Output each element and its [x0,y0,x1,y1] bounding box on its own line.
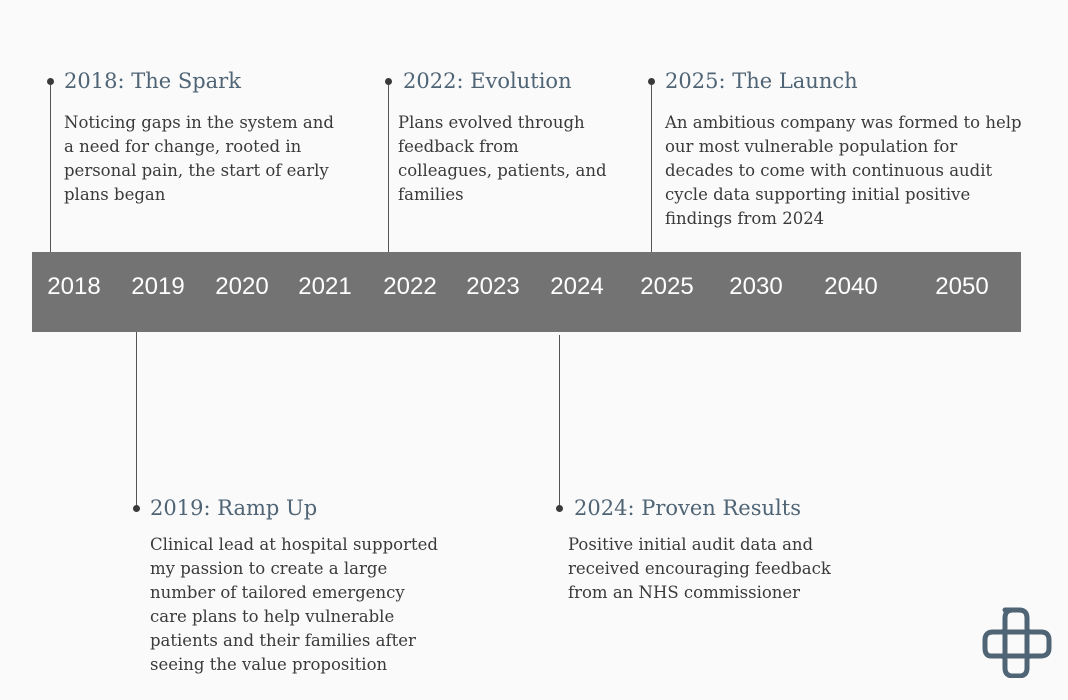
year-label-2023: 2023 [466,273,520,300]
description-line: plans began [64,185,166,204]
description-line: Noticing gaps in the system and [64,113,334,132]
description-line: families [398,185,464,204]
description-line: received encouraging feedback [568,559,831,578]
description-line: from an NHS commissioner [568,583,801,602]
description-line: decades to come with continuous audit [665,161,993,180]
year-label-2024: 2024 [550,273,604,300]
event-title-2022: 2022: Evolution [403,69,572,93]
event-title-2024: 2024: Proven Results [574,496,801,520]
event-title-2019: 2019: Ramp Up [150,496,318,520]
year-label-2050: 2050 [935,273,989,300]
connector-line-2018 [50,82,51,252]
year-label-2021: 2021 [298,273,352,300]
marker-dot-2022 [385,78,392,85]
year-label-2040: 2040 [824,273,878,300]
event-description-2018 [64,111,334,207]
connector-line-2019 [136,332,137,508]
connector-line-2024 [559,335,560,508]
description-line: Plans evolved through [398,113,585,132]
description-line: care plans to help vulnerable [150,607,395,626]
description-line: seeing the value proposition [150,655,388,674]
year-label-2018: 2018 [47,273,101,300]
medical-cross-icon [982,606,1054,678]
event-description-2022 [398,111,607,207]
description-line: feedback from [398,137,519,156]
event-title-2025: 2025: The Launch [665,69,858,93]
connector-line-2022 [388,82,389,252]
connector-line-2025 [651,82,652,252]
year-label-2020: 2020 [215,273,269,300]
event-title-2018: 2018: The Spark [64,69,241,93]
description-line: cycle data supporting initial positive [665,185,971,204]
description-line: Positive initial audit data and [568,535,814,554]
description-line: our most vulnerable population for [665,137,958,156]
event-description-2025 [665,111,1022,231]
description-line: a need for change, rooted in [64,137,302,156]
event-description-2019 [150,533,438,677]
event-description-2024 [568,533,831,605]
year-label-2022: 2022 [383,273,437,300]
description-line: patients and their families after [150,631,416,650]
year-label-2030: 2030 [729,273,783,300]
description-line: findings from 2024 [665,209,825,228]
marker-dot-2025 [648,78,655,85]
year-label-2025: 2025 [640,273,694,300]
description-line: my passion to create a large [150,559,388,578]
marker-dot-2018 [47,78,54,85]
marker-dot-2024 [556,505,563,512]
marker-dot-2019 [133,505,140,512]
description-line: personal pain, the start of early [64,161,329,180]
year-label-2019: 2019 [131,273,185,300]
description-line: colleagues, patients, and [398,161,607,180]
description-line: An ambitious company was formed to help [665,113,1022,132]
description-line: number of tailored emergency [150,583,405,602]
description-line: Clinical lead at hospital supported [150,535,438,554]
